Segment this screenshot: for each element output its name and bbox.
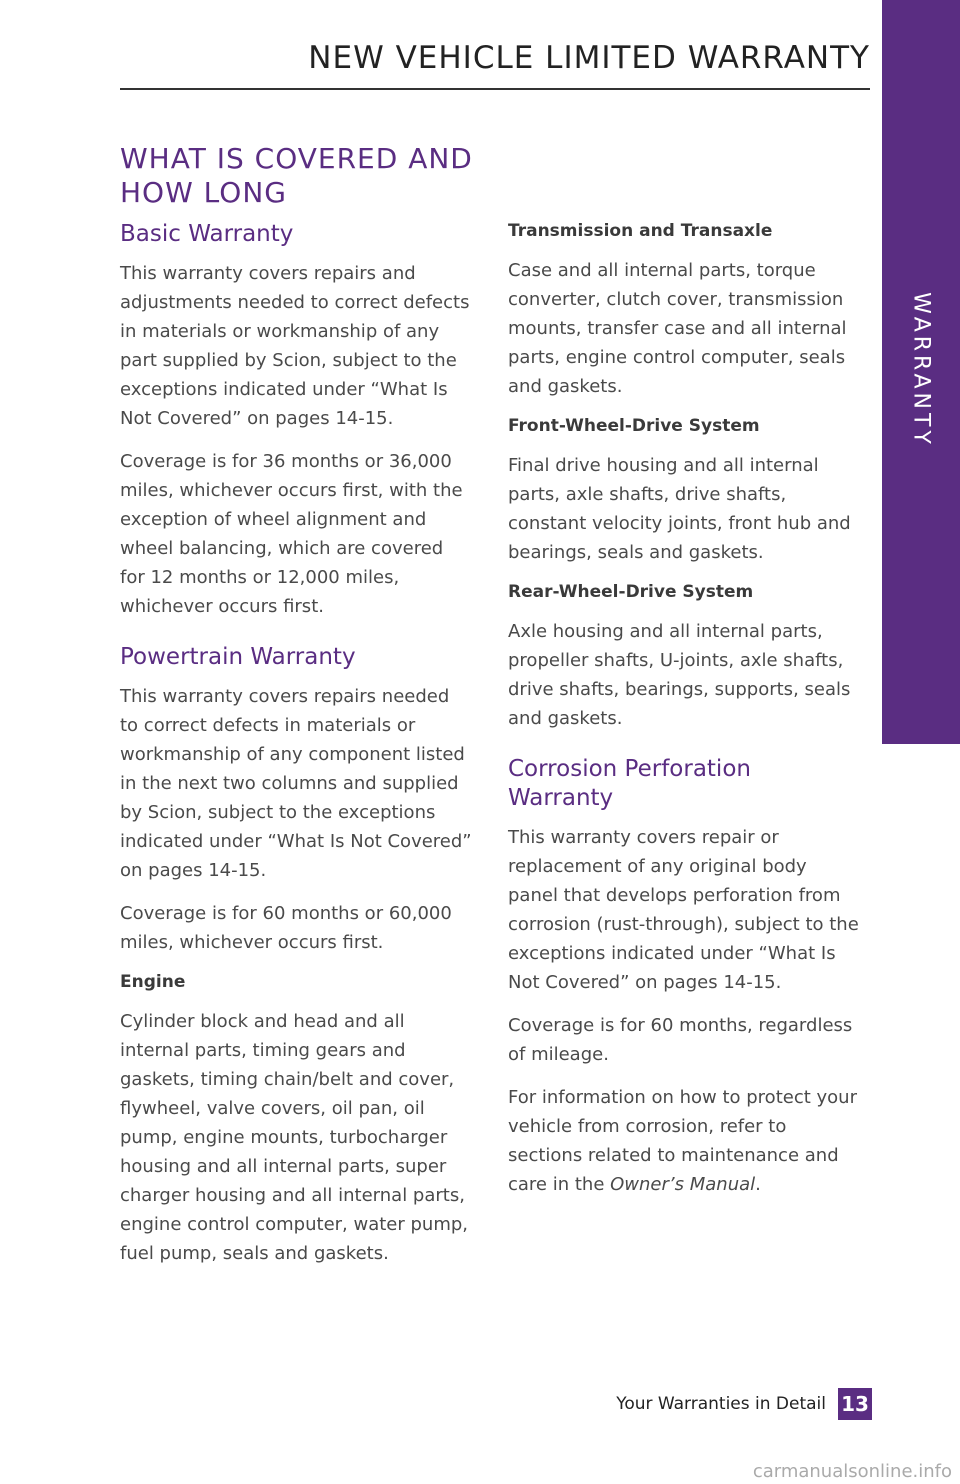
engine-text: Cylinder block and head and all internal parts, timing gears and gaskets, timing chain/belt and cover, flywheel, valve covers, oil pan, oil pump, engine mounts, turbocharger housing and all internal parts, super charger housing and all internal parts, engine control computer, water pump, fuel pump, seals and gaskets. xyxy=(120,1011,469,1264)
page-footer xyxy=(616,1388,872,1420)
side-tab-label: WARRANTY xyxy=(908,292,934,448)
right-column xyxy=(508,220,860,1213)
header-divider xyxy=(120,88,870,90)
page-header-title: NEW VEHICLE LIMITED WARRANTY xyxy=(308,40,870,76)
footer-label: Your Warranties in Detail xyxy=(616,1394,826,1414)
spacer xyxy=(508,747,860,755)
powertrain-warranty-paragraph-2: Coverage is for 60 months or 60,000 miles, whichever occurs first. xyxy=(120,903,452,953)
section-title: WHAT IS COVERED AND HOW LONG xyxy=(120,142,473,209)
corrosion-paragraph-3 xyxy=(508,1083,860,1199)
corrosion-p3-suffix: . xyxy=(755,1174,761,1195)
corrosion-p3-prefix: For information on how to protect your vehicle from corrosion, refer to sections related to maintenance and care in the xyxy=(508,1087,857,1195)
section-side-tab xyxy=(882,0,960,744)
page-number: 13 xyxy=(838,1388,872,1420)
powertrain-warranty-paragraph-1: This warranty covers repairs needed to correct defects in materials or workmanship of any component listed in the next two columns and supplied by Scion, subject to the exceptions indicated under “What Is Not Covered” on pages 14-15. xyxy=(120,686,472,881)
engine-heading: Engine xyxy=(120,972,186,992)
left-column xyxy=(120,220,472,1282)
corrosion-paragraph-2: Coverage is for 60 months, regardless of mileage. xyxy=(508,1015,853,1065)
transmission-heading: Transmission and Transaxle xyxy=(508,221,773,241)
rwd-text: Axle housing and all internal parts, propeller shafts, U-joints, axle shafts, drive shafts, bearings, supports, seals and gaskets. xyxy=(508,621,851,729)
powertrain-warranty-heading: Powertrain Warranty xyxy=(120,644,356,670)
fwd-text: Final drive housing and all internal parts, axle shafts, drive shafts, constant velocity joints, front hub and bearings, seals and gaskets. xyxy=(508,455,851,563)
basic-warranty-heading: Basic Warranty xyxy=(120,221,294,247)
basic-warranty-paragraph-2: Coverage is for 36 months or 36,000 miles, whichever occurs first, with the exception of wheel alignment and wheel balancing, which are covered for 12 months or 12,000 miles, whichever occurs first. xyxy=(120,451,463,617)
corrosion-paragraph-1: This warranty covers repair or replacement of any original body panel that develops perforation from corrosion (rust-through), subject to the exceptions indicated under “What Is Not Covered” on pages 14-15. xyxy=(508,827,859,993)
spacer xyxy=(120,635,472,643)
basic-warranty-paragraph-1: This warranty covers repairs and adjustments needed to correct defects in materials or workmanship of any part supplied by Scion, subject to the exceptions indicated under “What Is Not Covered” on pages 14-15. xyxy=(120,263,470,429)
watermark: carmanualsonline.info xyxy=(752,1461,952,1482)
owners-manual-reference: Owner’s Manual xyxy=(610,1174,756,1195)
corrosion-warranty-heading: Corrosion Perforation Warranty xyxy=(508,756,751,811)
transmission-text: Case and all internal parts, torque converter, clutch cover, transmission mounts, transfer case and all internal parts, engine control computer, seals and gaskets. xyxy=(508,260,847,397)
fwd-heading: Front-Wheel-Drive System xyxy=(508,416,760,436)
rwd-heading: Rear-Wheel-Drive System xyxy=(508,582,754,602)
